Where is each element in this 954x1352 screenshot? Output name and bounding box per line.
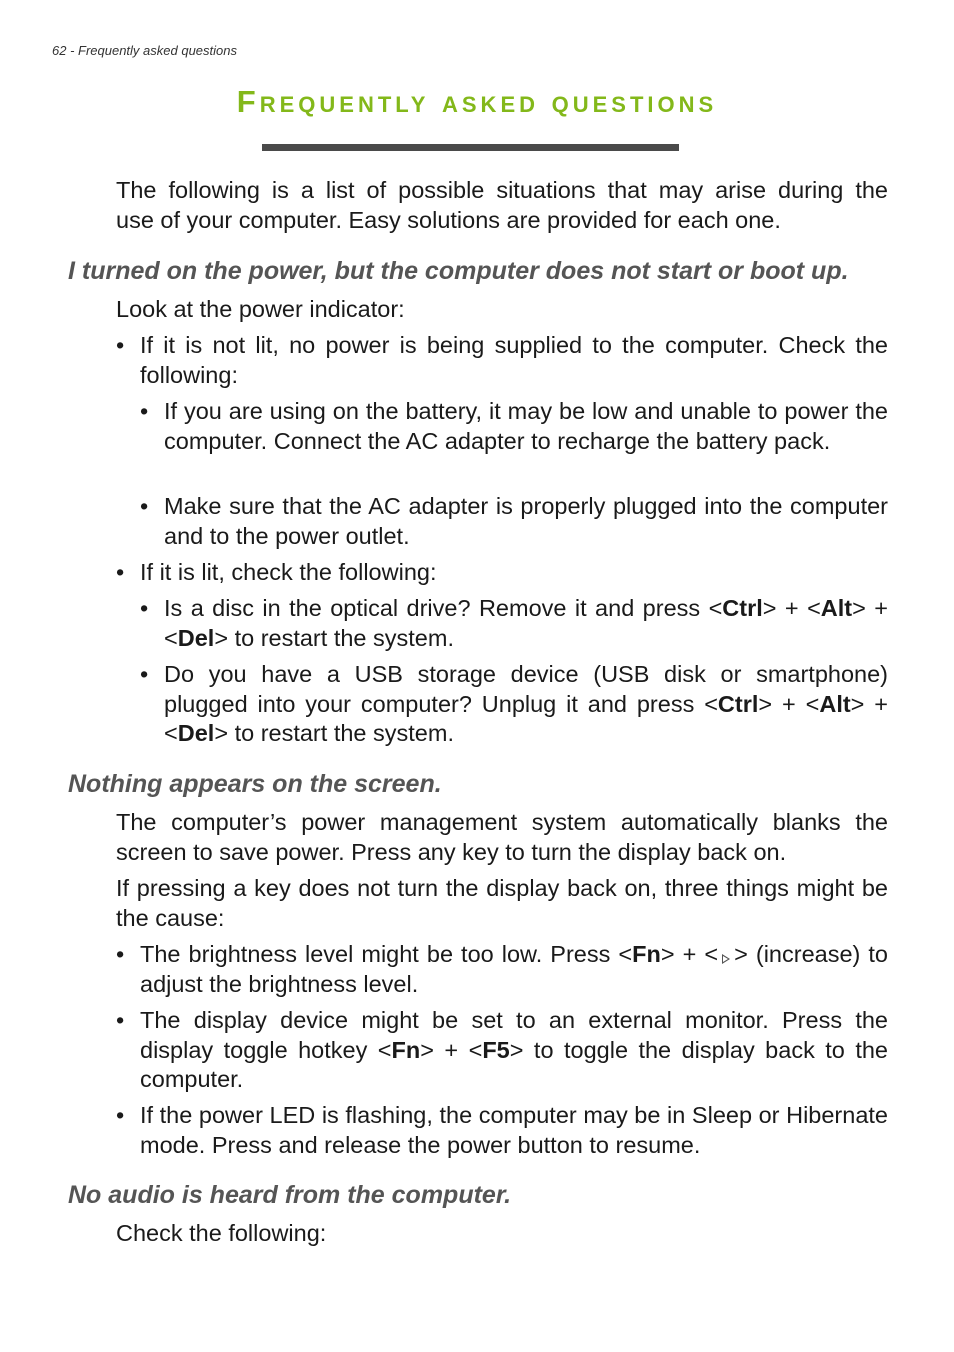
bullet-marker: • [116, 941, 125, 967]
bullet-marker: • [140, 493, 149, 519]
key-fn: Fn [632, 941, 661, 967]
section-heading-no-audio: No audio is heard from the computer. [68, 1181, 512, 1209]
running-header: 62 - Frequently asked questions [52, 43, 237, 58]
brightness-up-icon [722, 954, 730, 964]
bullet-marker: • [116, 559, 125, 585]
key-del: Del [177, 720, 215, 747]
subbullet-ac-adapter: Make sure that the AC adapter is properly plugged into the computer and to the power outlet. [164, 493, 888, 549]
section-heading-no-boot: I turned on the power, but the computer does not start or boot up. [68, 257, 849, 285]
bullet-brightness: The brightness level might be too low. Press <Fn> + < > (increase) to adjust the brightness level. [140, 941, 889, 997]
bullet-marker: • [140, 595, 149, 621]
key-fn: Fn [391, 1036, 421, 1063]
bullet-marker: • [140, 661, 149, 687]
key-alt: Alt [820, 595, 853, 621]
subbullet-battery: If you are using on the battery, it may be low and unable to power the computer. Connect the AC adapter to recharge the battery pack. [164, 398, 888, 454]
section-heading-no-display: Nothing appears on the screen. [68, 770, 442, 798]
bullet-power-led: If the power LED is flashing, the computer may be in Sleep or Hibernate mode. Press and release the power button to resume. [140, 1102, 888, 1158]
bullet-lit: If it is lit, check the following: [140, 559, 437, 585]
intro-line-2: use of your computer. Easy solutions are provided for each one. [116, 207, 781, 233]
section1-lead: Look at the power indicator: [116, 296, 405, 322]
section3-lead: Check the following: [116, 1220, 327, 1246]
section2-para-three-causes: If pressing a key does not turn the display back on, three things might be the cause: [116, 875, 888, 931]
bullet-marker: • [116, 332, 125, 358]
bullet-marker: • [140, 398, 149, 424]
subbullet-usb-storage: Do you have a USB storage device (USB disk or smartphone) plugged into your computer? Unplug it and press <Ctrl> + <Alt> + <Del> to restart the system. [164, 661, 888, 747]
intro-line-1: The following is a list of possible situations that may arise during the [116, 177, 888, 203]
subbullet-optical-disc: Is a disc in the optical drive? Remove it and press <Ctrl> + <Alt> + <Del> to restart the system. [164, 595, 888, 651]
page-title: Frequently asked questions [236, 84, 718, 119]
bullet-external-monitor: The display device might be set to an external monitor. Press the display toggle hotkey <Fn> + <F5> to toggle the display back to the computer. [140, 1007, 889, 1093]
key-f5: F5 [482, 1036, 510, 1063]
section2-para-power-management: The computer’s power management system automatically blanks the screen to save power. Press any key to turn the display back on. [116, 809, 888, 865]
bullet-marker: • [116, 1102, 125, 1128]
bullet-marker: • [116, 1007, 125, 1033]
key-alt: Alt [819, 690, 851, 717]
key-ctrl: Ctrl [717, 690, 759, 717]
key-ctrl: Ctrl [722, 595, 763, 621]
bullet-not-lit: If it is not lit, no power is being supplied to the computer. Check the following: [140, 332, 888, 388]
title-rule [262, 144, 679, 151]
key-del: Del [177, 624, 215, 651]
